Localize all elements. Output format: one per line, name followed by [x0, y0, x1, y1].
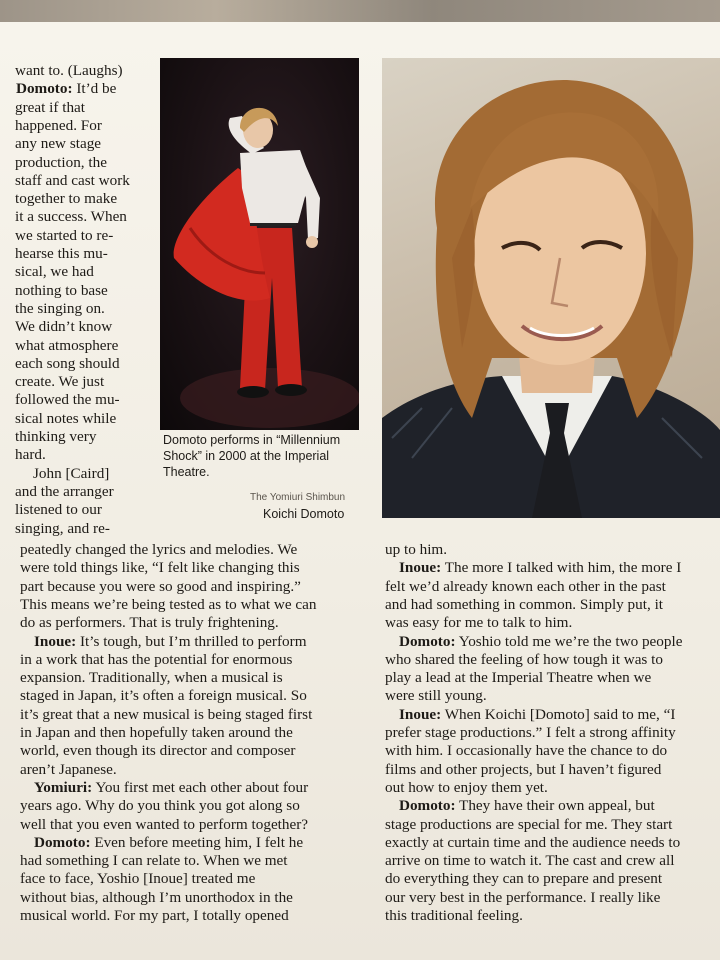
article-text: this traditional feeling.: [385, 907, 523, 924]
article-line: [15, 446, 46, 464]
article-line: [20, 870, 255, 888]
article-text: Yoshio told me we’re the two people: [455, 632, 683, 650]
article-text: face to face, Yoshio [Inoue] treated me: [20, 870, 256, 888]
article-line: [15, 318, 112, 336]
article-text: films and other projects, but I haven’t figured: [385, 760, 662, 778]
article-line: [15, 391, 120, 409]
article-text: out how to enjoy them yet.: [385, 778, 548, 796]
article-line: [385, 614, 572, 632]
article-text: well that you even wanted to perform together?: [20, 815, 309, 833]
article-line: [15, 190, 117, 208]
article-line: [385, 907, 523, 925]
article-line: [399, 797, 655, 815]
article-line: [33, 465, 109, 483]
article-line: [20, 852, 288, 870]
article-line: [20, 614, 279, 632]
article-text: It’d be: [72, 80, 117, 98]
article-text: It’s tough, but I’m thrilled to perform: [76, 632, 307, 650]
article-text: hearse this mu-: [15, 245, 108, 262]
article-line: [34, 779, 308, 797]
stage-performance-photo: [160, 58, 359, 430]
article-text: in Japan and then hopefully taken around the: [20, 724, 293, 741]
article-text: peatedly changed the lyrics and melodies. We: [20, 541, 298, 558]
article-text: staff and cast work: [15, 171, 130, 189]
article-line: [15, 154, 107, 172]
article-text: was easy for me to talk to him.: [385, 614, 573, 632]
article-text: They have their own appeal, but: [455, 797, 655, 815]
article-line: [385, 742, 667, 760]
speaker-label: Inoue:: [34, 632, 77, 650]
article-line: [20, 761, 117, 779]
article-line: [385, 651, 663, 669]
article-text: each song should: [15, 354, 120, 372]
article-text: arrive on time to watch it. The cast and crew all: [385, 852, 675, 870]
caption-line: Theatre.: [163, 465, 210, 479]
article-text: stage productions are special for me. They start: [385, 815, 673, 833]
performer-illustration: [160, 58, 359, 430]
article-text: want to. (Laughs): [15, 62, 123, 79]
article-line: [385, 816, 672, 834]
article-text: We didn’t know: [15, 318, 113, 336]
article-line: [15, 501, 102, 519]
article-text: we started to re-: [15, 226, 114, 244]
speaker-label: Domoto:: [399, 632, 456, 650]
article-line: [15, 373, 104, 391]
speaker-label: Domoto:: [399, 797, 456, 815]
article-text: do as performers. That is truly frightening.: [20, 614, 279, 632]
article-text: thinking very: [15, 428, 97, 445]
speaker-label: Inoue:: [399, 705, 442, 723]
article-line: [385, 596, 663, 614]
article-text: in a work that has the potential for enormous: [20, 650, 293, 668]
speaker-label: Domoto:: [16, 80, 73, 98]
article-line: [15, 208, 127, 226]
speaker-label: Yomiuri:: [34, 778, 93, 796]
article-line: [15, 172, 130, 190]
article-line: [20, 596, 316, 614]
article-text: great if that: [15, 98, 85, 116]
article-text: without bias, although I’m unorthodox in the: [20, 888, 293, 906]
article-line: [15, 245, 108, 263]
article-text: sical notes while: [15, 409, 117, 427]
article-text: part because you were so good and inspiring.”: [20, 577, 301, 595]
article-text: with him. I occasionally have the chance to do: [385, 742, 668, 760]
article-line: [15, 227, 113, 245]
article-text: felt we’d already known each other in the past: [385, 577, 666, 595]
article-text: musical world. For my part, I totally opened: [20, 907, 289, 924]
article-line: [399, 633, 682, 651]
article-line: [15, 428, 96, 446]
article-text: Even before meeting him, I felt he: [90, 833, 304, 851]
article-text: who shared the feeling of how tough it was to: [385, 650, 663, 668]
article-text: and had something in common. Simply put, it: [385, 595, 664, 613]
article-line: [20, 816, 308, 834]
article-text: staged in Japan, it’s often a foreign musical. So: [20, 687, 307, 705]
article-text: nothing to base: [15, 281, 108, 299]
caption-line: Domoto performs in “Millennium: [163, 433, 341, 447]
article-line: [20, 651, 292, 669]
article-line: [385, 541, 447, 559]
article-line: [385, 724, 676, 742]
article-line: [20, 907, 289, 925]
article-line: [385, 852, 674, 870]
article-text: any new stage: [15, 135, 102, 153]
article-text: together to make: [15, 190, 118, 208]
article-text: were told things like, “I felt like changing this: [20, 559, 300, 577]
article-text: do everything they can to prepare and present: [385, 870, 663, 888]
article-line: [15, 337, 118, 355]
article-line: [15, 355, 120, 373]
article-line: [385, 578, 666, 596]
article-line: [385, 687, 487, 705]
article-line: [385, 870, 662, 888]
article-text: exactly at curtain time and the audience needs to: [385, 833, 681, 851]
article-line: [20, 889, 293, 907]
article-line: [15, 135, 101, 153]
article-text: create. We just: [15, 373, 105, 391]
article-text: followed the mu-: [15, 391, 120, 409]
article-line: [15, 483, 114, 501]
article-line: [15, 410, 116, 428]
speaker-label: Inoue:: [399, 559, 442, 577]
article-line: [399, 706, 675, 724]
article-text: aren’t Japanese.: [20, 760, 117, 778]
article-line: [34, 633, 307, 651]
article-line: [15, 117, 102, 135]
article-line: [385, 669, 651, 687]
portrait-photo: [382, 58, 720, 518]
article-line: [15, 520, 110, 538]
caption-line: Shock” in 2000 at the Imperial: [163, 449, 330, 463]
article-line: [20, 687, 307, 705]
article-text: happened. For: [15, 116, 102, 134]
article-text: production, the: [15, 153, 107, 171]
article-text: This means we’re being tested as to what we can: [20, 595, 317, 613]
article-text: The more I talked with him, the more I: [441, 559, 682, 577]
article-line: [20, 724, 293, 742]
article-text: and the arranger: [15, 482, 114, 500]
article-text: the singing on.: [15, 299, 105, 317]
article-text: years ago. Why do you think you got along so: [20, 797, 300, 815]
article-line: [385, 889, 660, 907]
article-line: [20, 742, 295, 760]
article-text: sical, we had: [15, 263, 94, 281]
article-line: [20, 559, 300, 577]
article-text: expansion. Traditionally, when a musical is: [20, 669, 283, 687]
article-line: [15, 99, 85, 117]
article-text: had something I can relate to. When we met: [20, 852, 288, 870]
article-line: [385, 779, 548, 797]
photo-credit: The Yomiuri Shimbun: [250, 492, 346, 503]
article-line: [20, 578, 301, 596]
article-text: listened to our: [15, 501, 102, 519]
article-text: it’s great that a new musical is being staged first: [20, 705, 313, 723]
article-text: singing, and re-: [15, 519, 110, 537]
speaker-label: Domoto:: [34, 833, 91, 851]
article-text: it a success. When: [15, 208, 127, 226]
article-line: [20, 706, 312, 724]
article-line: [15, 282, 108, 300]
article-line: [34, 834, 303, 852]
article-line: [15, 300, 105, 318]
article-text: You first met each other about four: [92, 778, 309, 796]
article-text: what atmosphere: [15, 336, 119, 354]
article-line: [20, 669, 283, 687]
article-text: world, even though its director and composer: [20, 742, 296, 760]
article-text: our very best in the performance. I really like: [385, 888, 661, 906]
article-text: play a lead at the Imperial Theatre when we: [385, 669, 652, 687]
article-line: [385, 834, 680, 852]
article-text: When Koichi [Domoto] said to me, “I: [441, 705, 676, 723]
article-text: John [Caird]: [33, 464, 110, 482]
article-line: [399, 559, 681, 577]
article-text: prefer stage productions.” I felt a strong affinity: [385, 724, 676, 741]
portrait-caption: Koichi Domoto: [263, 507, 345, 521]
article-line: [15, 263, 94, 281]
article-line: [16, 80, 116, 98]
article-line: [15, 62, 123, 80]
article-text: up to him.: [385, 541, 448, 558]
article-text: were still young.: [385, 687, 487, 705]
article-line: [20, 541, 297, 559]
article-line: [20, 797, 300, 815]
portrait-illustration: [382, 58, 720, 518]
article-line: [385, 761, 661, 779]
article-text: hard.: [15, 446, 46, 464]
